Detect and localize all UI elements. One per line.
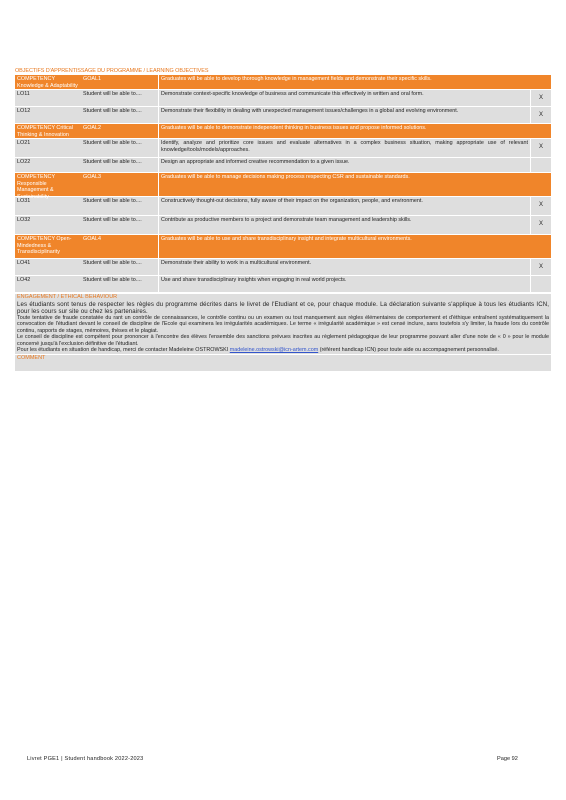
goal-row	[15, 235, 551, 259]
objective-row	[15, 90, 551, 107]
objective-who: Student will be able to....	[83, 277, 142, 283]
goal-label: GOAL1	[83, 76, 101, 82]
objective-mark: X	[538, 112, 543, 118]
competency-label: COMPETENCY Critical Thinking & Innovation	[17, 125, 73, 138]
goal-row	[15, 124, 551, 139]
objective-who: Student will be able to....	[83, 260, 142, 266]
objective-text: Contribute as productive members to a project and demonstrate team management and leadership skills.	[158, 216, 531, 234]
objective-who: Student will be able to....	[83, 108, 142, 114]
objective-row	[15, 158, 551, 173]
objective-row	[15, 259, 551, 276]
goal-statement: Graduates will be able to manage decisions making process respecting CSR and sustainable standards.	[158, 173, 531, 196]
competency-label: COMPETENCY Knowledge & Adaptability	[17, 76, 78, 89]
objective-who: Student will be able to....	[83, 140, 142, 146]
engagement-heading: ENGAGEMENT / ETHICAL BEHAVIOUR	[17, 294, 118, 300]
objective-text: Design an appropriate and informed creative recommendation to a given issue.	[158, 158, 531, 172]
objective-mark: X	[538, 264, 543, 270]
objective-mark: X	[538, 202, 543, 208]
objective-code: LO32	[17, 217, 31, 223]
objective-code: LO41	[17, 260, 31, 266]
objective-text: Demonstrate their flexibility in dealing with unexpected management issues/challenges in a global and evolving environment.	[158, 107, 531, 123]
contact-text: (référent handicap ICN) pour toute aide ou accompagnement personnalisé.	[319, 347, 499, 354]
objective-mark	[531, 276, 551, 292]
objective-row	[15, 107, 551, 124]
objective-code: LO21	[17, 140, 31, 146]
goal-label: GOAL4	[83, 236, 101, 242]
objective-text: Demonstrate their ability to work in a multicultural environment.	[158, 259, 531, 275]
objective-code: LO42	[17, 277, 31, 283]
objective-row	[15, 276, 551, 293]
objective-who: Student will be able to....	[83, 198, 142, 204]
disability-contact-paragraph	[17, 347, 549, 353]
competency-label: COMPETENCY Responsible Management & Sustainability	[17, 174, 55, 200]
objective-mark: X	[538, 221, 543, 227]
learning-objectives-sheet	[15, 67, 551, 371]
goal-statement: Graduates will be able to demonstrate independent thinking in business issues and propose informed solutions.	[158, 124, 531, 138]
objective-mark	[531, 158, 551, 172]
goal-label: GOAL2	[83, 125, 101, 131]
objective-text: Identify, analyze and prioritize core issues and evaluate alternatives in a complex business situation, making appropriate use of relevant knowledge/tools/models/approaches.	[158, 139, 531, 157]
engagement-paragraph: Les étudiants sont tenus de respecter les règles du programme décrites dans le livret de l'Etudiant et ce, pour chaque module. La déclaration suivante s'applique à tous les étudiants ICN, pour les cours sur site ou chez les partenaires.	[17, 301, 549, 315]
objective-code: LO31	[17, 198, 31, 204]
competency-label: COMPETENCY Open-Mindedness & Transdisciplinarity	[17, 236, 72, 256]
contact-text: Pour les étudiants en situation de handicap, merci de contacter Madeleine OSTROWSKI	[17, 347, 229, 354]
objective-who: Student will be able to....	[83, 159, 142, 165]
objective-mark: X	[538, 95, 543, 101]
objective-text: Use and share transdisciplinary insights when engaging in real world projects.	[158, 276, 531, 292]
comment-heading: COMMENT	[17, 355, 46, 362]
footer-page-number: Page 92	[497, 756, 518, 762]
section-title: OBJECTIFS D'APPRENTISSAGE DU PROGRAMME / LEARNING OBJECTIVES	[15, 68, 209, 74]
objective-who: Student will be able to....	[83, 217, 142, 223]
footer-document-label: Livret PGE1 | Student handbook 2022-2023	[27, 756, 144, 762]
comment-section	[15, 355, 551, 371]
goal-statement: Graduates will be able to develop thorough knowledge in management fields and demonstrate their specific skills.	[158, 75, 531, 89]
engagement-paragraph: Toute tentative de fraude constatée du rant un contrôle de connaissances, le contrôle continu ou un examen ou tout manquement aux règles élémentaires de comportement et d'éthique entraînent systématiquement la convocation de l'étudiant devant le conseil de discipline de l'Ecole qui examinera les irrégularités académiques. Le terme « irrégularité académique » est censé inclure, sans toutefois s'y limiter, la fraude lors du contrôle continu, rapports de stages, mémoires, thèses et le plagiat.	[17, 315, 549, 334]
engagement-section	[15, 294, 551, 354]
objective-who: Student will be able to....	[83, 91, 142, 97]
goal-statement: Graduates will be able to use and share transdisciplinary insight and integrate multicultural environments.	[158, 235, 531, 258]
goal-row	[15, 75, 551, 90]
objective-code: LO22	[17, 159, 31, 165]
objective-text: Constructively thought-out decisions, fully aware of their impact on the organization, people, and environment.	[158, 197, 531, 215]
objective-row	[15, 216, 551, 235]
objective-code: LO12	[17, 108, 31, 114]
goal-row	[15, 173, 551, 200]
objective-code: LO11	[17, 91, 30, 97]
objective-text: Demonstrate context-specific knowledge of business and communicate this effectively in written and oral form.	[158, 90, 531, 106]
contact-email-link[interactable]: madeleine.ostrowski@icn-artem.com	[229, 347, 319, 354]
objective-mark: X	[538, 144, 543, 150]
goal-label: GOAL3	[83, 174, 101, 180]
objective-row	[15, 139, 551, 158]
objective-row	[15, 197, 551, 216]
engagement-paragraph: Le conseil de discipline est compétent pour prononcer à l'encontre des élèves l'ensemble des sanctions prévues inscrites au règlement pédagogique de leur programme pouvant aller d'une note de « 0 » pour le module concerné jusqu'à l'exclusion définitive de l'étudiant.	[17, 334, 549, 347]
